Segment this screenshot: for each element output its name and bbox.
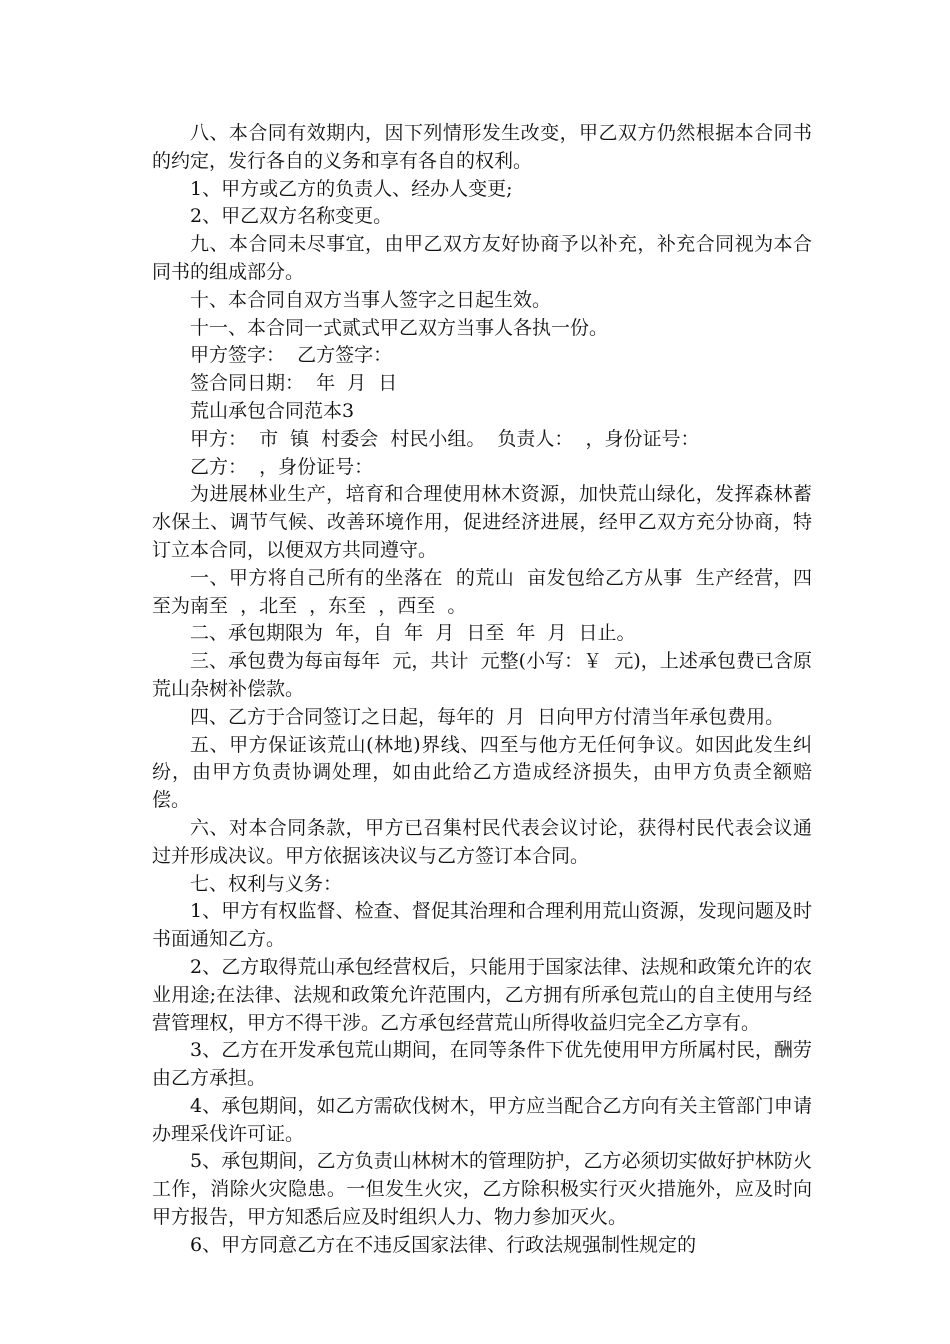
paragraph: 三、承包费为每亩每年 元，共计 元整(小写：￥ 元)，上述承包费已含原荒山杂树补偿款。 — [152, 650, 812, 700]
paragraph: 2、乙方取得荒山承包经营权后，只能用于国家法律、法规和政策允许的农业用途;在法律、法规和政策允许范围内，乙方拥有所承包荒山的自主使用与经营管理权，甲方不得干涉。乙方承包经营荒山所得收益归完全乙方享有。 — [152, 955, 812, 1034]
paragraph: 二、承包期限为 年，自 年 月 日至 年 月 日止。 — [190, 622, 636, 645]
party-b-line: 乙方： ，身份证号： — [190, 455, 374, 478]
paragraph: 八、本合同有效期内，因下列情形发生改变，甲乙双方仍然根据本合同书的约定，发行各自的义务和享有各自的权利。 — [152, 122, 812, 172]
paragraph: 六、对本合同条款，甲方已召集村民代表会议讨论，获得村民代表会议通过并形成决议。甲方依据该决议与乙方签订本合同。 — [152, 816, 812, 867]
contract-text — [152, 120, 812, 1260]
paragraph: 3、乙方在开发承包荒山期间，在同等条件下优先使用甲方所属村民，酬劳由乙方承担。 — [152, 1039, 812, 1090]
paragraph: 十、本合同自双方当事人签字之日起生效。 — [190, 288, 552, 311]
section-title: 荒山承包合同范本3 — [190, 399, 355, 422]
paragraph: 五、甲方保证该荒山(林地)界线、四至与他方无任何争议。如因此发生纠纷，由甲方负责协调处理，如由此给乙方造成经济损失，由甲方负责全额赔偿。 — [152, 733, 812, 812]
paragraph: 一、甲方将自己所有的坐落在 的荒山 亩发包给乙方从事 生产经营，四至为南至 ，北至 ，东至 ，西至 。 — [152, 566, 812, 617]
paragraph: 九、本合同未尽事宜，由甲乙双方友好协商予以补充，补充合同视为本合同书的组成部分。 — [152, 233, 812, 283]
date-line: 签合同日期： 年 月 日 — [190, 372, 398, 395]
paragraph: 七、权利与义务： — [190, 872, 343, 895]
paragraph: 1、甲方有权监督、检查、督促其治理和合理利用荒山资源，发现问题及时书面通知乙方。 — [152, 900, 812, 951]
paragraph: 四、乙方于合同签订之日起，每年的 月 日向甲方付清当年承包费用。 — [190, 705, 785, 728]
signature-line: 甲方签字： 乙方签字： — [190, 344, 393, 367]
paragraph: 4、承包期间，如乙方需砍伐树木，甲方应当配合乙方向有关主管部门申请办理采伐许可证。 — [152, 1094, 812, 1145]
paragraph: 2、甲乙双方名称变更。 — [190, 205, 393, 228]
paragraph: 十一、本合同一式贰式甲乙双方当事人各执一份。 — [190, 316, 609, 339]
paragraph: 6、甲方同意乙方在不违反国家法律、行政法规强制性规定的 — [190, 1233, 697, 1256]
paragraph: 1、甲方或乙方的负责人、经办人变更; — [190, 177, 513, 200]
paragraph: 为进展林业生产，培育和合理使用林木资源，加快荒山绿化，发挥森林蓄水保土、调节气候、改善环境作用，促进经济进展，经甲乙双方充分协商，特订立本合同，以便双方共同遵守。 — [152, 483, 812, 561]
party-a-line: 甲方： 市 镇 村委会 村民小组。 负责人： ，身份证号： — [190, 427, 700, 450]
paragraph: 5、承包期间，乙方负责山林树木的管理防护，乙方必须切实做好护林防火工作，消除火灾隐患。一但发生火灾，乙方除积极实行灭火措施外，应及时向甲方报告，甲方知悉后应及时组织人力、物力参加灭火。 — [152, 1150, 812, 1229]
